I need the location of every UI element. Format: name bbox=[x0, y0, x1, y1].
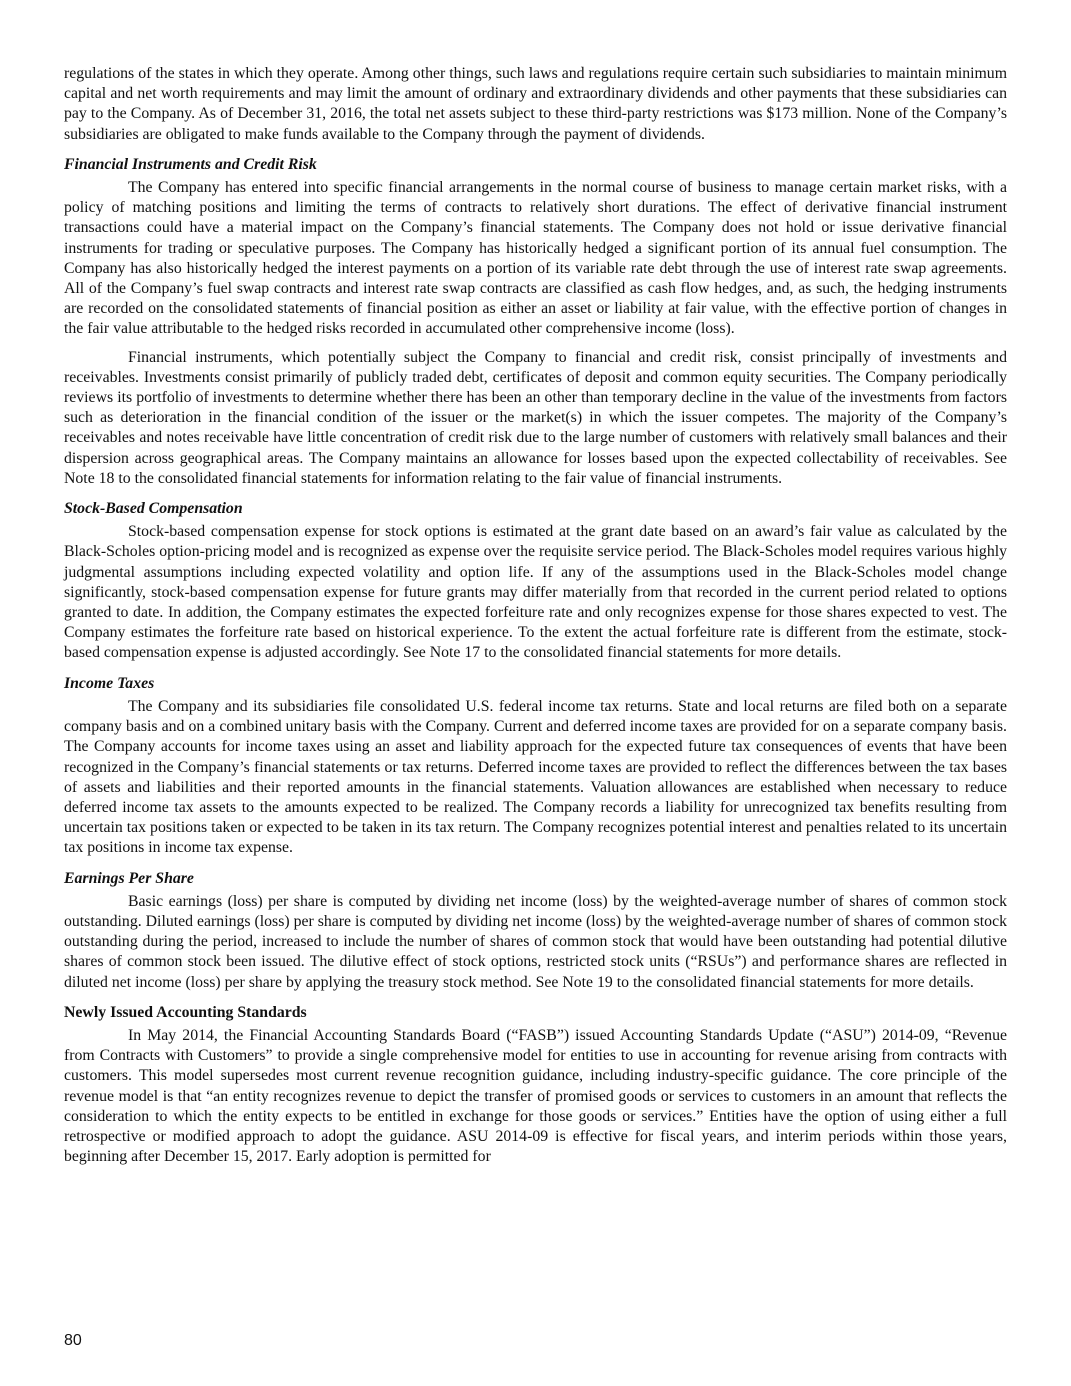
section-paragraph: Basic earnings (loss) per share is computed by dividing net income (loss) by the weighted-average number of shares of common stock outstanding. Diluted earnings (loss) per share is computed by dividing net income (loss) by the weighted-average number of shares of common stock outstanding during the period, increased to include the number of shares of common stock that would have been outstanding had potential dilutive shares of common stock been issued. The dilutive effect of stock options, restricted stock units (“RSUs”) and performance shares are reflected in diluted net income (loss) per share by applying the treasury stock method. See Note 19 to the consolidated financial statements for more details. bbox=[64, 892, 1007, 991]
page-number: 80 bbox=[64, 1332, 82, 1349]
section-paragraph: In May 2014, the Financial Accounting Standards Board (“FASB”) issued Accounting Standards Update (“ASU”) 2014-09, “Revenue from Contracts with Customers” to provide a single comprehensive model for entities to use in accounting for revenue arising from contracts with customers. This model supersedes most current revenue recognition guidance, including industry-specific guidance. The core principle of the revenue model is that “an entity recognizes revenue to depict the transfer of promised goods or services to customers in an amount that reflects the consideration to which the entity expects to be entitled in exchange for those goods or services.” Entities have the option of using either a full retrospective or modified approach to adopt the guidance. ASU 2014-09 is effective for fiscal years, and interim periods within those years, beginning after December 15, 2017. Early adoption is permitted for bbox=[64, 1026, 1007, 1166]
section-newly-issued-accounting-standards bbox=[64, 1003, 1007, 1168]
section-earnings-per-share bbox=[64, 869, 1007, 993]
document-page bbox=[64, 64, 1007, 1167]
section-paragraph: Financial instruments, which potentially subject the Company to financial and credit risk, consist principally of investments and receivables. Investments consist primarily of publicly traded debt, certificates of deposit and common equity securities. The Company periodically reviews its portfolio of investments to determine whether there has been an other than temporary decline in the value of the investments from factors such as deterioration in the financial condition of the issuer or the market(s) in which the issuer competes. The majority of the Company’s receivables and notes receivable have little concentration of credit risk due to the large number of customers with relatively small balances and their dispersion across geographical areas. The Company maintains an allowance for losses based upon the expected collectability of receivables. See Note 18 to the consolidated financial statements for information relating to the fair value of financial instruments. bbox=[64, 348, 1007, 487]
intro-paragraph: regulations of the states in which they operate. Among other things, such laws and regulations require certain such subsidiaries to maintain minimum capital and net worth requirements and may limit the amount of ordinary and extraordinary dividends and other payments that these subsidiaries can pay to the Company. As of December 31, 2016, the total net assets subject to these third-party restrictions was $173 million. None of the Company’s subsidiaries are obligated to make funds available to the Company through the payment of dividends. bbox=[64, 65, 1007, 143]
section-heading: Stock-Based Compensation bbox=[64, 500, 243, 518]
section-heading: Financial Instruments and Credit Risk bbox=[64, 155, 317, 173]
section-heading: Earnings Per Share bbox=[64, 869, 194, 887]
section-paragraph: The Company and its subsidiaries file consolidated U.S. federal income tax returns. State and local returns are filed both on a separate company basis and on a combined unitary basis with the Company. Current and deferred income taxes are provided for on a separate company basis. The Company accounts for income taxes using an asset and liability approach for the expected future tax consequences of events that have been recognized in the Company’s financial statements or tax returns. Deferred income taxes are provided to reflect the differences between the tax bases of assets and liabilities and their reported amounts in the financial statements. Valuation allowances are established when necessary to reduce deferred income tax assets to the amounts expected to be realized. The Company records a liability for unrecognized tax benefits resulting from uncertain tax positions taken or expected to be taken in its tax return. The Company recognizes potential interest and penalties related to its uncertain tax positions in income tax expense. bbox=[64, 697, 1007, 857]
section-income-taxes bbox=[64, 674, 1007, 859]
section-stock-based-compensation bbox=[64, 499, 1007, 664]
section-heading: Income Taxes bbox=[64, 674, 155, 692]
section-paragraph: The Company has entered into specific financial arrangements in the normal course of business to manage certain market risks, with a policy of matching positions and limiting the terms of contracts to relatively short durations. The effect of derivative financial instrument transactions could have a material impact on the Company’s financial statements. The Company does not hold or issue derivative financial instruments for trading or speculative purposes. The Company has historically hedged a significant portion of its annual fuel consumption. The Company has also historically hedged the interest payments on a portion of its variable rate debt through the use of interest rate swap agreements. All of the Company’s fuel swap contracts and interest rate swap contracts are classified as cash flow hedges, and, as such, the hedging instruments are recorded on the consolidated statements of financial position as either an asset or liability at fair value, with the effective portion of changes in the fair value attributable to the hedged risks recorded in accumulated other comprehensive income (loss). bbox=[64, 179, 1007, 338]
section-financial-instruments bbox=[64, 155, 1007, 489]
section-paragraph: Stock-based compensation expense for stock options is estimated at the grant date based on an award’s fair value as calculated by the Black-Scholes option-pricing model and is recognized as expense over the requisite service period. The Black-Scholes model requires various highly judgmental assumptions including expected volatility and option life. If any of the assumptions used in the Black-Scholes model change significantly, stock-based compensation expense for future grants may differ materially from that recorded in the current period related to options granted to date. In addition, the Company estimates the expected forfeiture rate and only recognizes expense for those shares expected to vest. The Company estimates the forfeiture rate based on historical experience. To the extent the actual forfeiture rate is different from the estimate, stock-based compensation expense is adjusted accordingly. See Note 17 to the consolidated financial statements for more details. bbox=[64, 523, 1007, 662]
section-heading: Newly Issued Accounting Standards bbox=[64, 1003, 307, 1021]
